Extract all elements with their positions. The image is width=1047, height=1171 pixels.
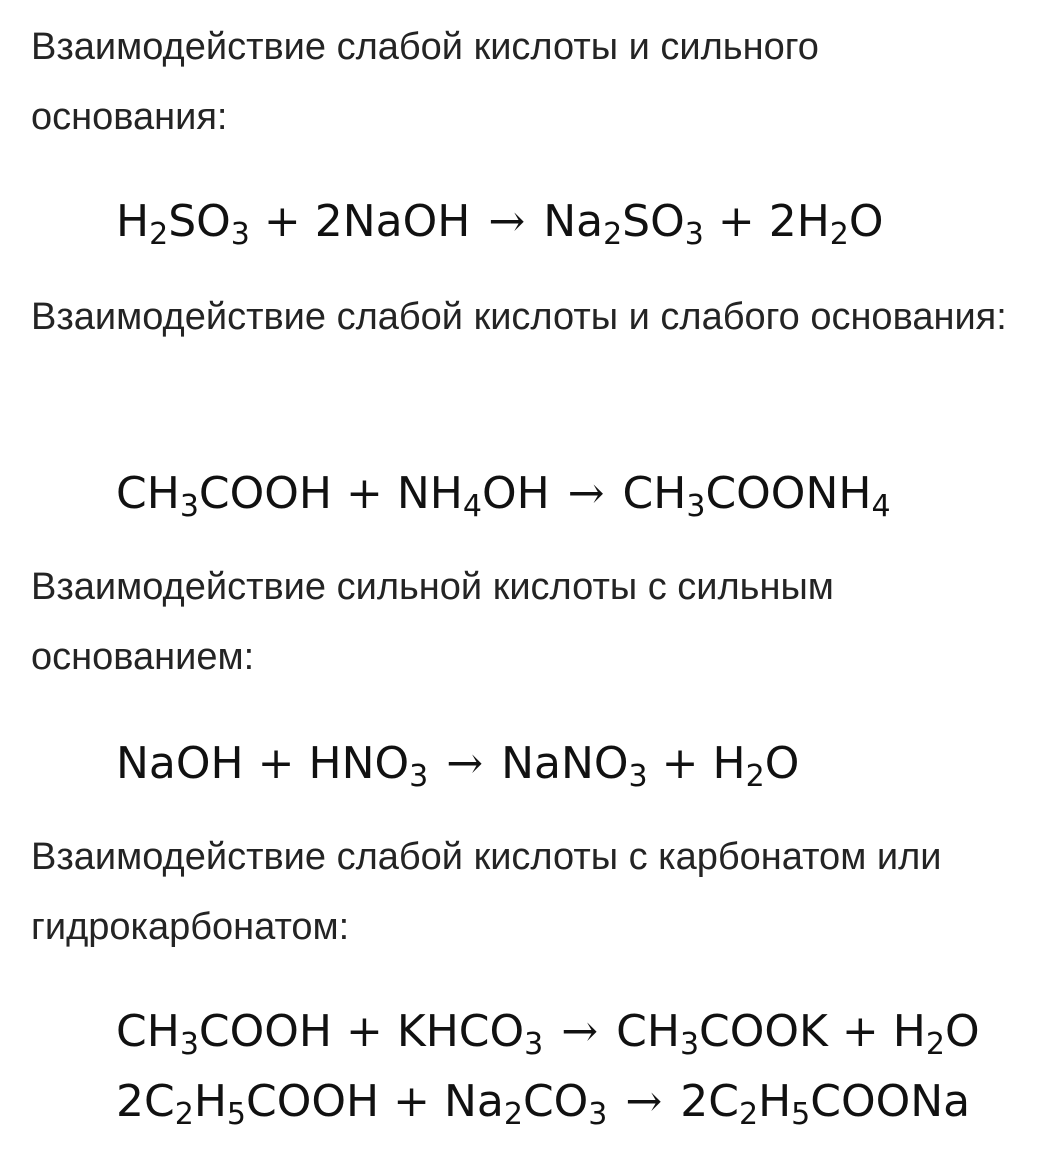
formula-part: SO (622, 196, 685, 247)
formula-part: KHCO (396, 1006, 525, 1057)
section-1-heading: Взаимодействие слабой кислоты и сильного основания: (31, 26, 819, 138)
reaction-arrow-icon: → (446, 738, 484, 789)
formula-part: 2NaOH (314, 196, 471, 247)
plus-operator: + (717, 196, 755, 247)
section-3-heading: Взаимодействие сильной кислоты с сильным основанием: (31, 566, 834, 678)
formula-part: H (758, 1076, 792, 1127)
formula-part: H (116, 196, 150, 247)
formula-part: CH (116, 468, 180, 519)
subscript: 2 (829, 217, 849, 252)
subscript: 3 (409, 759, 429, 794)
formula-part: O (848, 196, 884, 247)
formula-part: 2H (768, 196, 830, 247)
subscript: 3 (179, 1027, 199, 1062)
plus-operator: + (345, 1006, 383, 1057)
formula-part: Na (543, 196, 604, 247)
section-4-heading: Взаимодействие слабой кислоты с карбонатом или гидрокарбонатом: (31, 836, 942, 948)
subscript: 4 (462, 489, 482, 524)
subscript: 5 (791, 1097, 811, 1132)
subscript: 3 (628, 759, 648, 794)
equation-2 (116, 464, 891, 524)
subscript: 2 (925, 1027, 945, 1062)
formula-part: COONH (705, 468, 872, 519)
subscript: 2 (603, 217, 623, 252)
formula-part: CH (116, 1006, 180, 1057)
formula-part: H (712, 738, 746, 789)
formula-part: CH (616, 1006, 680, 1057)
plus-operator: + (841, 1006, 879, 1057)
plus-operator: + (257, 738, 295, 789)
section-2-heading: Взаимодействие слабой кислоты и слабого основания: (31, 296, 1007, 338)
formula-part: SO (168, 196, 231, 247)
equation-3 (116, 734, 799, 794)
subscript: 2 (738, 1097, 759, 1132)
plus-operator: + (345, 468, 383, 519)
formula-part: HNO (308, 738, 410, 789)
formula-part: Na (443, 1076, 504, 1127)
subscript: 2 (745, 759, 765, 794)
plus-operator: + (263, 196, 301, 247)
subscript: 3 (684, 217, 704, 252)
formula-part: COOK (699, 1006, 828, 1057)
formula-part: COOH (198, 468, 332, 519)
reaction-arrow-icon: → (625, 1076, 663, 1127)
subscript: 3 (588, 1097, 608, 1132)
subscript: 3 (679, 1027, 700, 1062)
subscript: 5 (226, 1097, 246, 1132)
formula-part: CO (522, 1076, 589, 1127)
subscript: 4 (871, 489, 891, 524)
subscript: 2 (174, 1097, 194, 1132)
subscript: 2 (503, 1097, 523, 1132)
formula-part: COOH (198, 1006, 332, 1057)
formula-part: 2C (116, 1076, 175, 1127)
formula-part: O (944, 1006, 980, 1057)
formula-part: NaOH (116, 738, 244, 789)
formula-part: 2C (680, 1076, 739, 1127)
formula-part: OH (481, 468, 550, 519)
formula-part: COOH (246, 1076, 380, 1127)
subscript: 3 (686, 489, 706, 524)
equation-4 (116, 1002, 980, 1062)
subscript: 3 (179, 489, 199, 524)
plus-operator: + (661, 738, 699, 789)
formula-part: H (193, 1076, 227, 1127)
equation-1 (116, 192, 884, 252)
equation-5 (116, 1072, 970, 1132)
formula-part: O (764, 738, 800, 789)
formula-part: NaNO (501, 738, 629, 789)
subscript: 3 (524, 1027, 544, 1062)
formula-part: H (892, 1006, 926, 1057)
plus-operator: + (393, 1076, 430, 1127)
reaction-arrow-icon: → (561, 1006, 599, 1057)
subscript: 3 (230, 217, 250, 252)
reaction-arrow-icon: → (488, 196, 526, 247)
formula-part: NH (396, 468, 463, 519)
reaction-arrow-icon: → (567, 468, 605, 519)
subscript: 2 (149, 217, 169, 252)
formula-part: CH (622, 468, 687, 519)
formula-part: COONa (810, 1076, 971, 1127)
